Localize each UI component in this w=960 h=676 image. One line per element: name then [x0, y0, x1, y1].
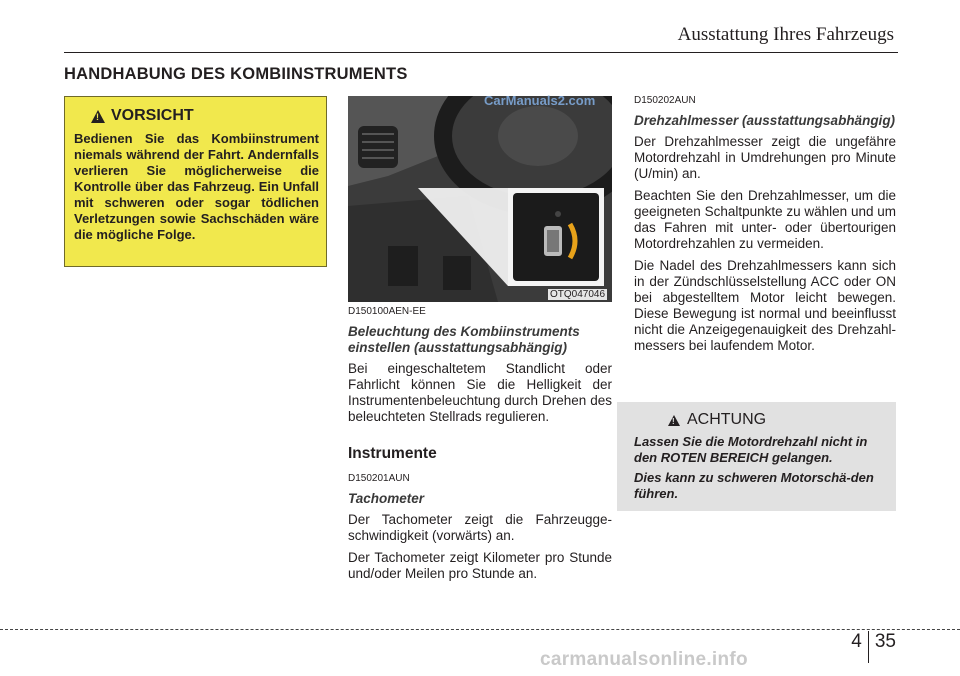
footer-rule	[0, 629, 960, 630]
dashboard-illustration	[348, 96, 612, 302]
paragraph: Bei eingeschaltetem Standlicht oder Fahrlicht können Sie die Helligkeit der Instrumentenbeleuchtung durch Drehen des beleuchteten Stellrads regulieren.	[348, 361, 612, 424]
warning-box	[64, 96, 327, 267]
photo-watermark: CarManuals2.com	[484, 93, 596, 108]
section-title: HANDHABUNG DES KOMBIINSTRUMENTS	[64, 65, 408, 83]
caution-text: Dies kann zu schweren Motorschä-den führen.	[634, 470, 874, 501]
warning-header	[91, 107, 319, 125]
caution-title: ACHTUNG	[687, 411, 767, 428]
page-number-value: 35	[874, 631, 896, 652]
page-number	[851, 631, 896, 663]
photo-code: OTQ047046	[550, 289, 606, 300]
caution-header	[668, 411, 886, 429]
warning-text: Bedienen Sie das Kombiinstrument niemals während der Fahrt. Andernfalls verlieren Sie möglicherweise die Kontrolle über das Fahrzeug. Ein Unfall mit schweren oder sogar tödlichen Verletzungen sowie Sachschäden wäre die mögliche Folge.	[74, 131, 319, 242]
ref-code: D150201AUN	[348, 473, 410, 484]
header-rule	[64, 52, 898, 53]
subsection-title: Beleuchtung des Kombiinstruments einstellen (ausstattungsabhängig)	[348, 324, 580, 355]
right-column	[634, 95, 896, 360]
paragraph: Der Tachometer zeigt Kilometer pro Stunde und/oder Meilen pro Stunde an.	[348, 550, 612, 581]
subsection-title: Drehzahlmesser (ausstattungsabhängig)	[634, 113, 896, 128]
dashboard-photo	[348, 96, 612, 302]
paragraph: Der Drehzahlmesser zeigt die ungefähre Motordrehzahl in Umdrehungen pro Minute (U/min) an.	[634, 134, 896, 181]
caution-text: Lassen Sie die Motordrehzahl nicht in den ROTEN BEREICH gelangen.	[634, 434, 868, 465]
warning-title: VORSICHT	[111, 107, 194, 124]
paragraph: Beachten Sie den Drehzahlmesser, um die geeigneten Schaltpunkte zu wählen und um das Fahren mit unter- oder übertourigen Motordrehzahlen zu vermeiden.	[634, 188, 896, 251]
paragraph: Die Nadel des Drehzahlmessers kann sich in der Zündschlüsselstellung ACC oder ON bei abgestelltem Motor leicht bewegen. Diese Bewegung ist normal und beeinflusst nicht die Anzeigegenauigkeit des Drehzahl-messers bei laufendem Motor.	[634, 258, 896, 353]
middle-column	[348, 306, 612, 588]
subsection-title: Tachometer	[348, 491, 425, 506]
warning-triangle-icon	[91, 110, 105, 123]
caution-box	[617, 402, 896, 511]
heading: Instrumente	[348, 445, 437, 462]
caution-triangle-icon	[668, 415, 680, 426]
paragraph: Der Tachometer zeigt die Fahrzeugge-schwindigkeit (vorwärts) an.	[348, 512, 612, 543]
site-watermark: carmanualsonline.info	[540, 649, 748, 670]
ref-code: D150202AUN	[634, 95, 696, 106]
running-header: Ausstattung Ihres Fahrzeugs	[677, 24, 894, 45]
chapter-number: 4	[851, 631, 869, 663]
ref-code: D150100AEN-EE	[348, 306, 426, 317]
